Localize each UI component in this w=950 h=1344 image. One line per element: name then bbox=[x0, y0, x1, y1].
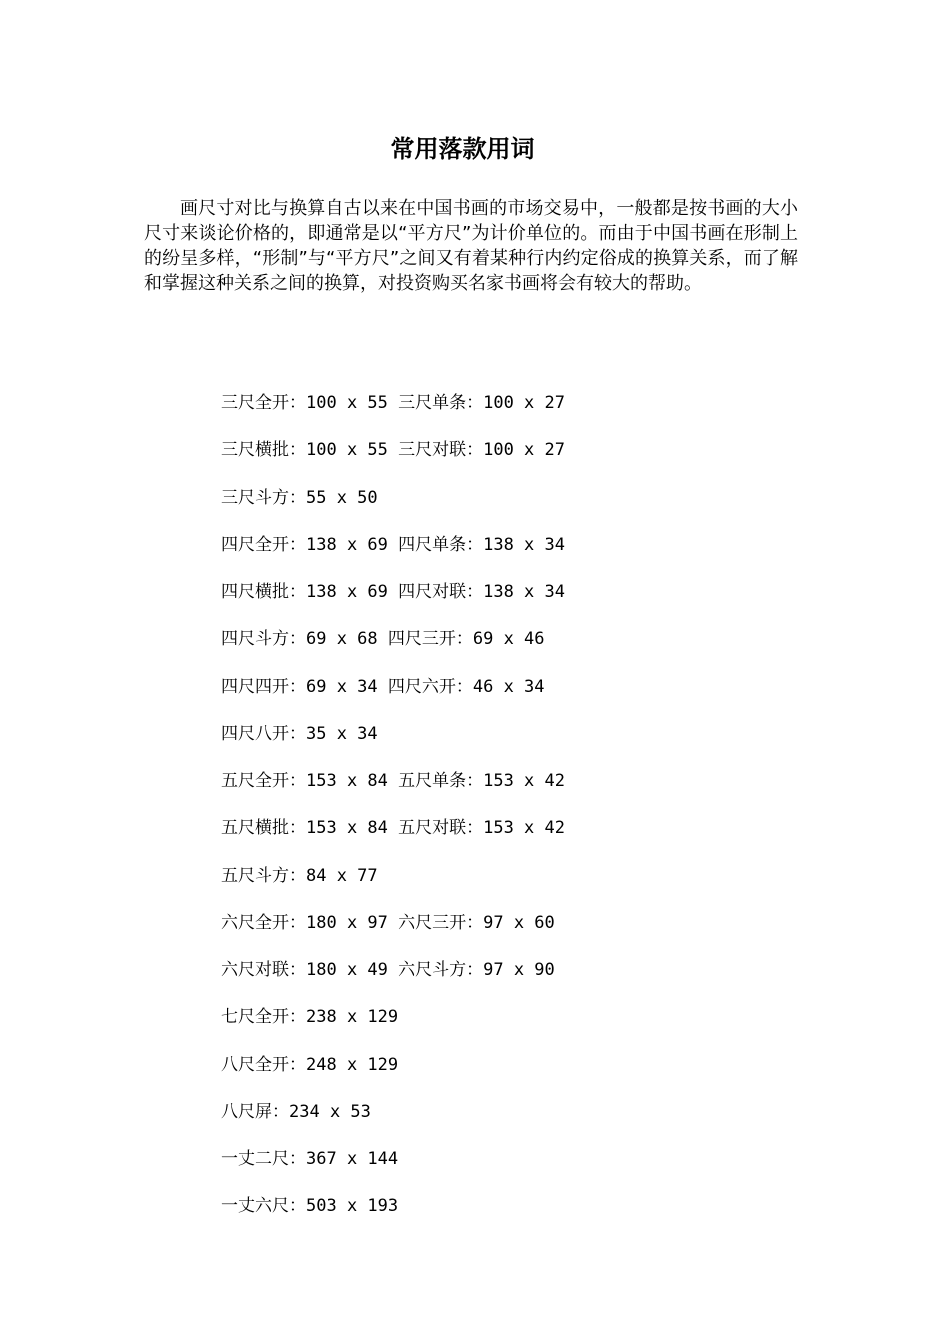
size-line: 四尺全开：138 x 69 四尺单条：138 x 34 bbox=[221, 534, 565, 555]
size-line: 三尺全开：100 x 55 三尺单条：100 x 27 bbox=[221, 393, 565, 413]
size-line: 五尺横批：153 x 84 五尺对联：153 x 42 bbox=[221, 818, 565, 839]
size-line: 四尺横批：138 x 69 四尺对联：138 x 34 bbox=[221, 582, 565, 602]
intro-paragraph: 画尺寸对比与换算自古以来在中国书画的市场交易中，一般都是按书画的大小尺寸来谈论价格的，即通常是以“平方尺”为计价单位的。而由于中国书画在形制上的纷呈多样，“形制”与“平方尺”之间又有着某种行内约定俗成的换算关系，而了解和掌握这种关系之间的换算，对投资购买名家书画将会有较大的帮助。 bbox=[144, 198, 798, 294]
size-line: 三尺斗方：55 x 50 bbox=[221, 487, 378, 508]
size-line: 五尺斗方：84 x 77 bbox=[221, 865, 378, 886]
size-line: 七尺全开：238 x 129 bbox=[221, 1007, 399, 1028]
size-line: 八尺全开：248 x 129 bbox=[221, 1054, 399, 1075]
size-line: 五尺全开：153 x 84 五尺单条：153 x 42 bbox=[221, 771, 565, 791]
size-line: 一丈二尺：367 x 144 bbox=[221, 1149, 399, 1169]
size-line: 六尺对联：180 x 49 六尺斗方：97 x 90 bbox=[221, 960, 555, 980]
size-line: 四尺八开：35 x 34 bbox=[221, 723, 378, 744]
size-line: 四尺四开：69 x 34 四尺六开：46 x 34 bbox=[221, 676, 545, 697]
size-line: 四尺斗方：69 x 68 四尺三开：69 x 46 bbox=[221, 629, 545, 650]
document-title: 常用落款用词 bbox=[390, 135, 535, 163]
size-line: 一丈六尺：503 x 193 bbox=[221, 1196, 399, 1217]
size-line: 八尺屏：234 x 53 bbox=[221, 1101, 371, 1122]
size-list bbox=[221, 390, 565, 1241]
size-line: 三尺横批：100 x 55 三尺对联：100 x 27 bbox=[221, 440, 565, 461]
size-line: 六尺全开：180 x 97 六尺三开：97 x 60 bbox=[221, 912, 555, 933]
